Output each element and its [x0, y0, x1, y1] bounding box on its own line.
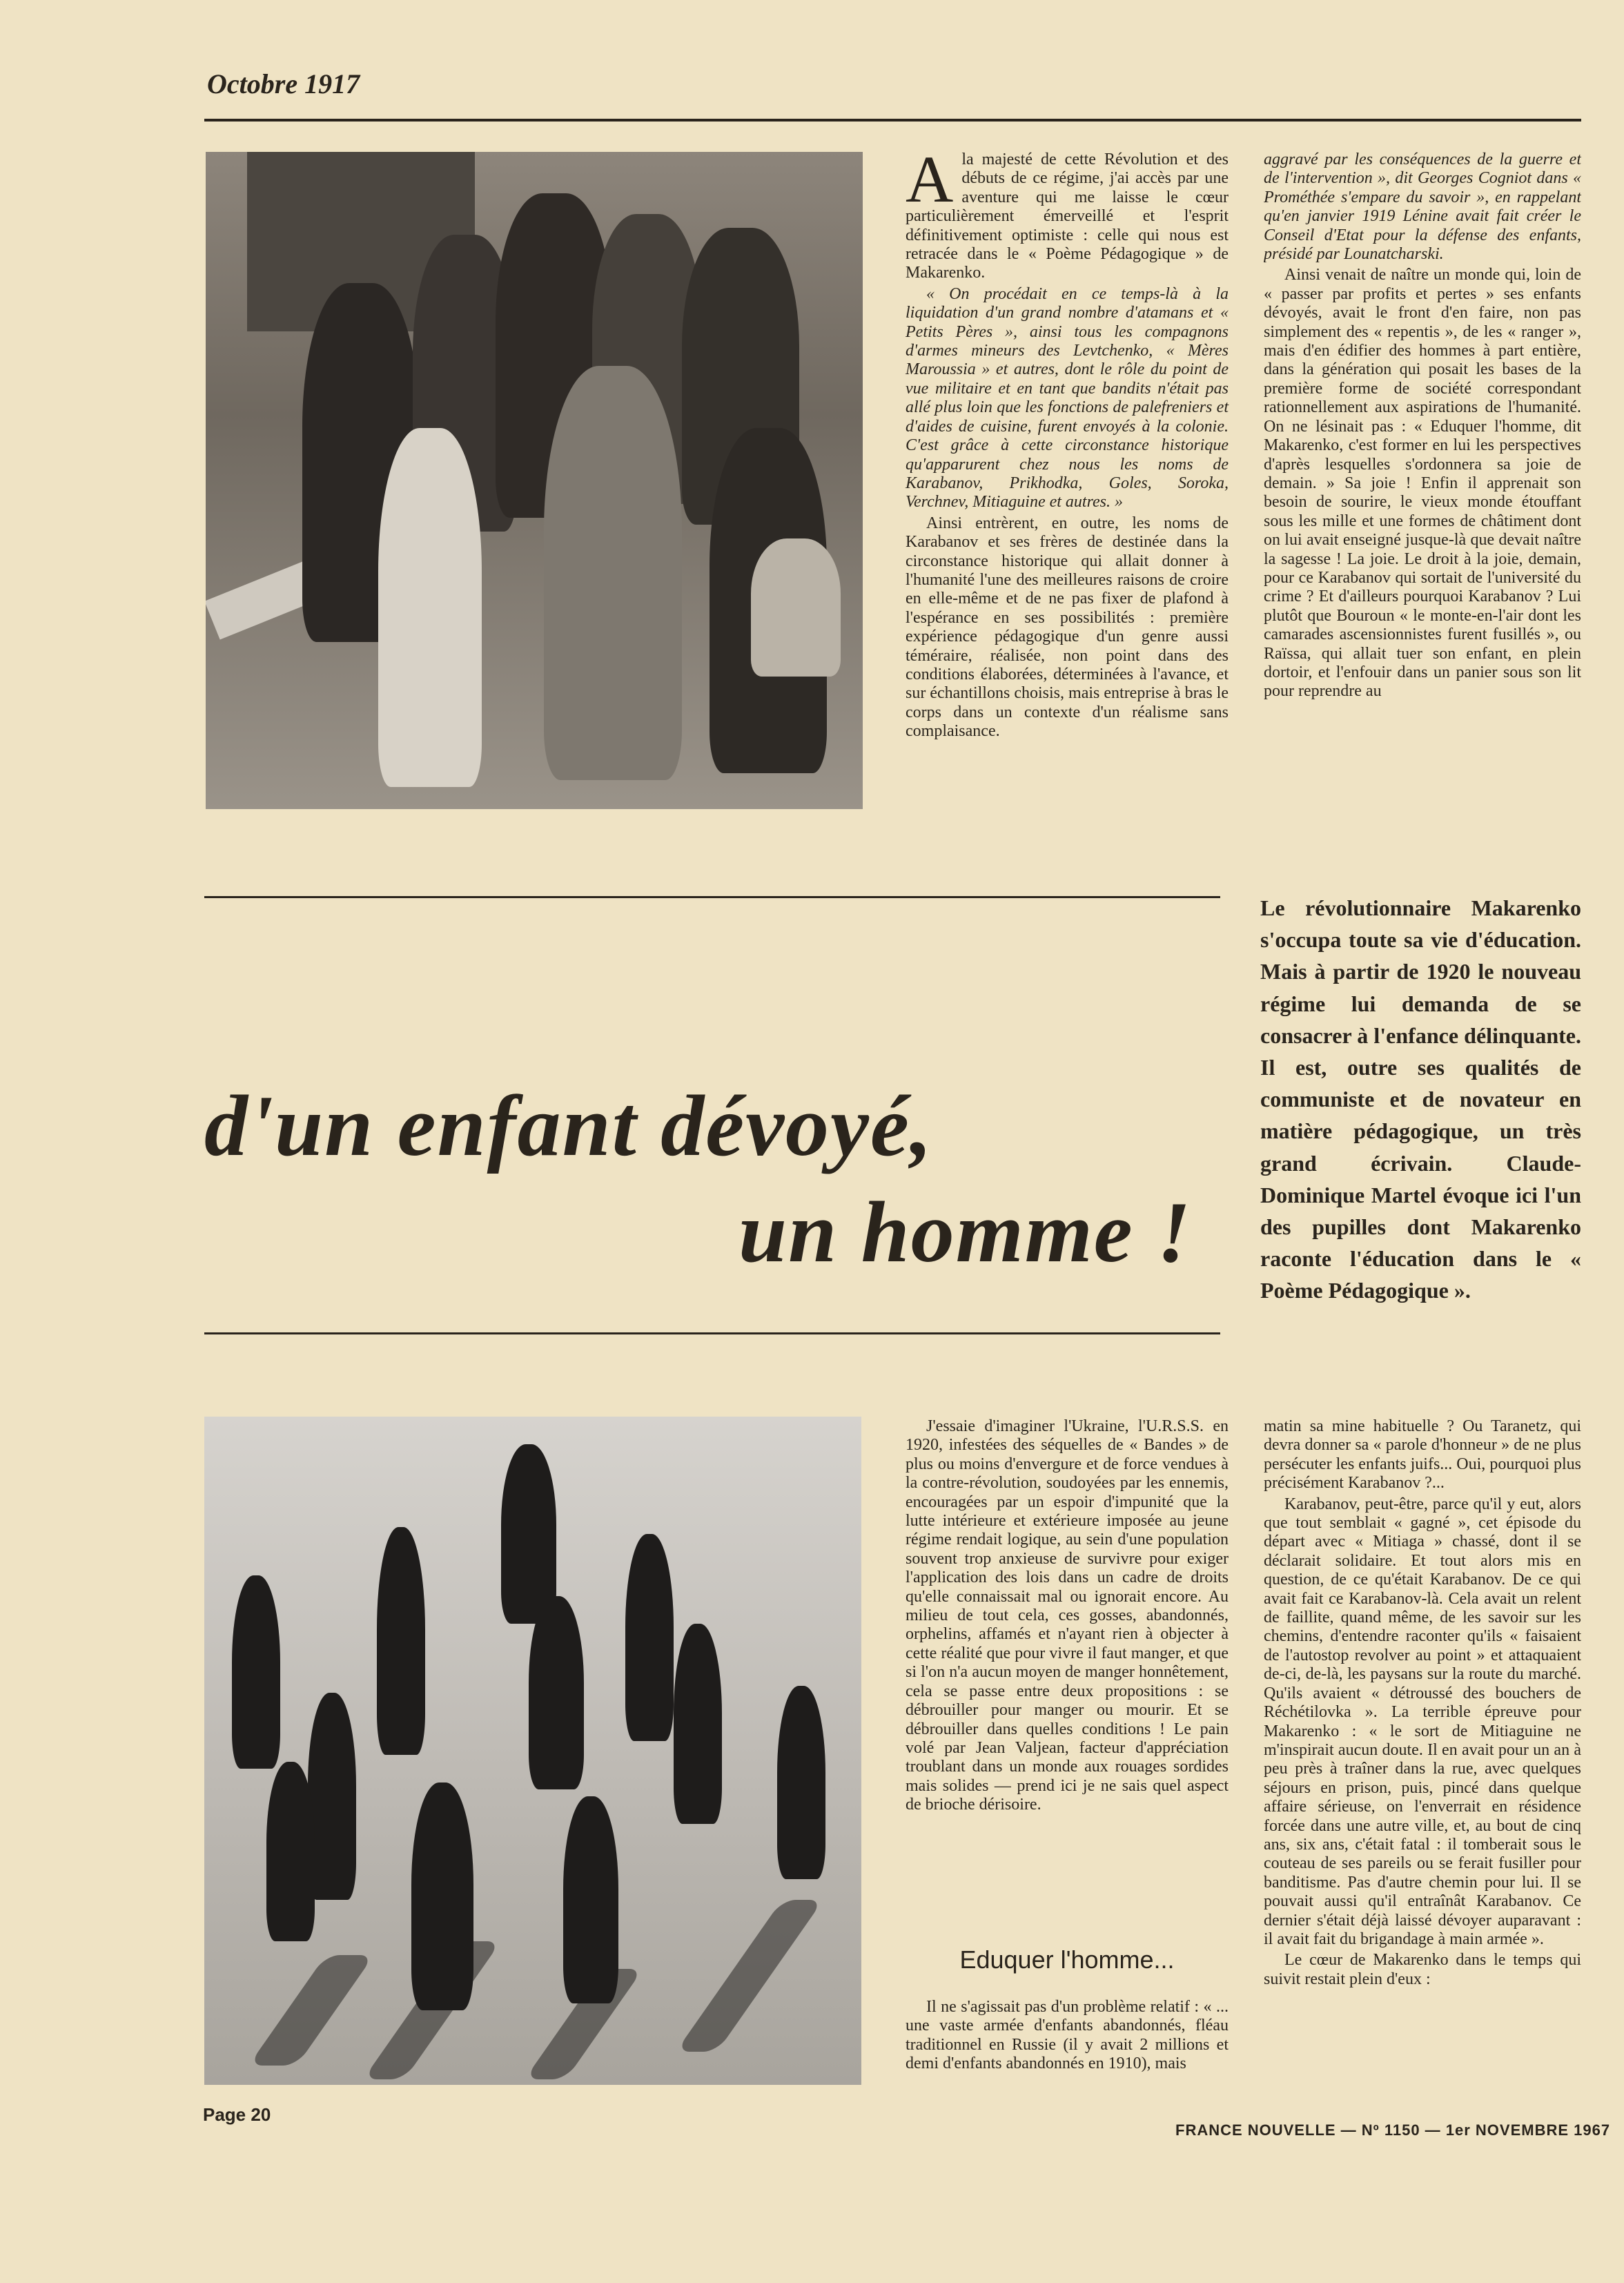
bottom-article-col1b: [906, 1998, 1229, 2076]
top-article-col2: [1264, 150, 1581, 853]
paragraph: Karabanov, peut-être, parce qu'il y eut, alors que tout semblait « gagné », cet épisode du départ avec « Mitiaga » chassé, dont il se déclarait solidaire. Et tout alors mis en question, de ce qu'était Karabanov. De ce qui avait fait ce Karabanov-là. Cela avait un relent de faillite, quand même, de les savoir sur les chemins, d'entendre raconter qu'ils « faisaient de l'autostop revolver au point » et attaquaient de-ci, de-là, les paysans sur la route du marché. Qu'ils avaient « détroussé des bouchers de Réchétilovka ». La terrible épreuve pour Makarenko : « le sort de Mitiaguine ne m'inspirait aucun doute. Il en avait pour un an à peu près à traîner dans la rue, avec quelques séjours en prison, puis, pincé dans quelque affaire sérieuse, on l'enverrait en résidence forcée dans une autre ville, et, au bout de cinq ans, six ans, c'était fatal : il tomberait sous le couteau de ses pareils ou se ferait fusiller pour banditisme. Pas d'autre chemin pour lui. Il se pouvait aussi qu'il entraînât Karabanov. Ce dernier s'était déjà laissé dévoyer auparavant : il avait fait du brigandage à main armée ».: [1264, 1495, 1581, 1948]
paragraph: J'essaie d'imaginer l'Ukraine, l'U.R.S.S. en 1920, infestées des séquelles de « Bandes » de plus ou moins d'envergure et de force vendues à la contre-révolution, soudoyées par les ennemis, encouragées par un espoir d'impunité que la lutte intérieure et extérieure imposée au jeune régime rendait logique, au sein d'une population souvent trop anxieuse de survivre pour exiger l'application des lois dans un cadre de droits qu'elle connaissait mal ou ignorait encore. Au milieu de tout cela, ces gosses, abandonnés, orphelins, affamés et n'ayant rien à objecter à cette réalité que pour vivre il faut manger, et que si l'on n'a aucun moyen de manger honnêtement, cela se passe entre deux propositions : se débrouiller pour manger ou mourir. Et se débrouiller dans quelles conditions ! Le pain volé par Jean Valjean, facteur d'appréciation troublant dans un monde aux rouages sordides mais solides — prend ici je ne sais quel aspect de brioche dérisoire.: [906, 1417, 1229, 1814]
top-article-col1: [906, 142, 1229, 744]
publication-line: FRANCE NOUVELLE — Nº 1150 — 1er NOVEMBRE 1967: [1175, 2121, 1611, 2139]
paragraph: Il ne s'agissait pas d'un problème relatif : « ... une vaste armée d'enfants abandonnés, fléau traditionnel en Russie (il y avait 2 millions et demi d'enfants abandonnés en 1910), mais: [906, 1998, 1229, 2073]
photo-walkers: [204, 1417, 861, 2085]
bottom-article-col1: [906, 1417, 1229, 1817]
headline-line1: d'un enfant dévoyé,: [204, 1078, 934, 1174]
paragraph: Le cœur de Makarenko dans le temps qui suivit restait plein d'eux :: [1264, 1951, 1581, 1988]
headline-line2: un homme !: [738, 1185, 1193, 1281]
paragraph: aggravé par les conséquences de la guerre et de l'intervention », dit Georges Cogniot dans « Prométhée s'empare du savoir », en rappelant qu'en janvier 1919 Lénine avait fait créer le Conseil d'Etat pour la défense des enfants, présidé par Lounatcharski.: [1264, 150, 1581, 264]
issue-date: Octobre 1917: [207, 68, 360, 99]
page-number: Page 20: [203, 2104, 271, 2125]
header-rule: [204, 119, 1581, 122]
title-rule-bottom: [204, 1332, 1220, 1334]
paragraph: Ainsi entrèrent, en outre, les noms de Karabanov et ses frères de destinée dans la circonstance historique qui allait donner à l'humanité l'une des meilleures raisons de croire en elle-même et de ne pas fixer de plafond à l'espérance en ses possibilités : première expérience pédagogique d'un genre aussi téméraire, réalisée, non point dans des conditions élaborées, déterminées à l'avance, et sur échantillons choisis, mais entreprise à bras le corps dans un contexte d'un réalisme sans complaisance.: [906, 514, 1229, 741]
title-rule-top: [204, 896, 1220, 898]
drop-cap: A: [906, 142, 954, 216]
photo-children: [206, 152, 863, 809]
paragraph: la majesté de cette Révolution et des débuts de ce régime, j'ai accès par une aventure qui me laisse le cœur particulièrement émerveillé et l'esprit définitivement optimiste : celle qui nous est retracée dans le « Poème Pédagogique » de Makarenko.: [906, 150, 1229, 282]
section-subhead: Eduquer l'homme...: [959, 1945, 1175, 1974]
paragraph: « On procédait en ce temps-là à la liquidation d'un grand nombre d'atamans et « Petits Pères », ainsi tous les compagnons d'armes mineurs des Levtchenko, « Mères Maroussia » et autres, dont le rôle du point de vue militaire et en tant que bandits n'était pas allé plus loin que les fonctions de palefreniers et d'aides de cuisine, furent envoyés à la colonie. C'est grâce à cette circonstance historique qu'apparurent chez nous les noms de Karabanov, Prikhodka, Goles, Soroka, Verchnev, Mitiaguine et autres. »: [906, 284, 1229, 512]
paragraph: matin sa mine habituelle ? Ou Taranetz, qui devra donner sa « parole d'honneur » de ne plus persécuter les enfants juifs... Oui, pourquoi plus précisément Karabanov ?...: [1264, 1417, 1581, 1493]
bottom-article-col2: [1264, 1417, 1581, 2098]
paragraph: Ainsi venait de naître un monde qui, loin de « passer par profits et pertes » ses enfants dévoyés, avait le front d'en faire, non pas simplement des « repentis », de les « ranger », mais d'en édifier des hommes à part entière, dans la génération qui posait les bases de la première forme de société correspondant rationnellement aux aspirations de l'humanité. On ne lésinait pas : « Eduquer l'homme, dit Makarenko, c'est former en lui les perspectives d'après lesquelles s'ordonnera sa joie de demain. » Sa joie ! Enfin il apprenait son besoin de sourire, le vieux monde étouffant sous les mille et une formes de châtiment dont on lui avait enseigné jusque-là que devait naître la sagesse ! La joie. Le droit à la joie, demain, pour ce Karabanov qui sortait de l'université du crime ? Et d'ailleurs pourquoi Karabanov ? Lui plutôt que Bouroun « le monte-en-l'air dont les camarades ascensionnistes furent fusillés », ou Raïssa, qui allait tuer son enfant, en plein dortoir, et l'enfouir dans un panier sous son lit pour reprendre au: [1264, 266, 1581, 701]
intro-standfirst: Le révolutionnaire Makarenko s'occupa toute sa vie d'éducation. Mais à partir de 1920 le nouveau régime lui demanda de se consacrer à l'enfance délinquante. Il est, outre ses qualités de communiste et de novateur en matière pédagogique, un très grand écrivain. Claude-Dominique Martel évoque ici l'un des pupilles dont Makarenko raconte l'éducation dans le « Poème Pédagogique ».: [1260, 895, 1581, 1303]
